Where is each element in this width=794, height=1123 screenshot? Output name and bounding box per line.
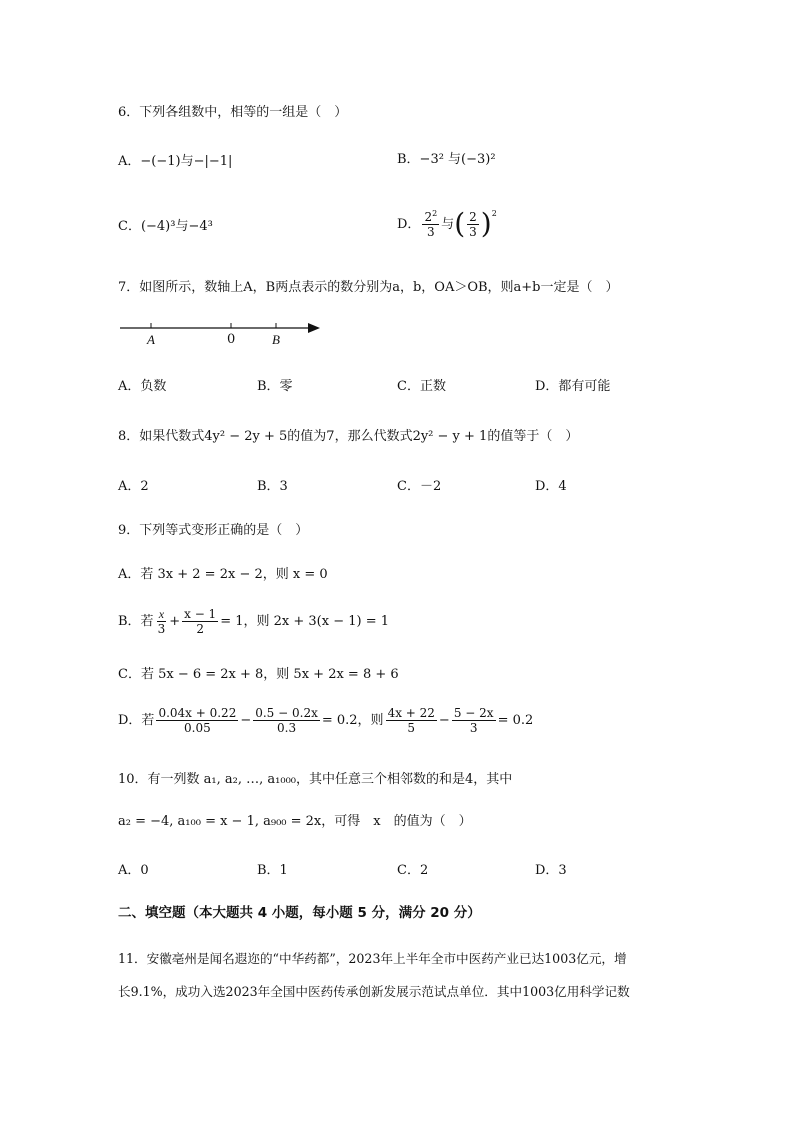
q9-stem: 9．下列等式变形正确的是（ ） — [118, 523, 309, 538]
q9-option-a: A．若 3x + 2 = 2x − 2，则 x = 0 — [118, 567, 328, 582]
q7-option-a: A．负数 — [118, 379, 167, 394]
q6-option-a: A．−(−1)与−|−1| — [118, 154, 233, 169]
q9-option-d-mid: = 0.2，则 — [321, 713, 384, 728]
q9-b-fraction-2: $\frac{x - 1}{2}$ — [184, 607, 217, 636]
q11-line2: 长9.1%，成功入选2023年全国中医药传承创新发展示范试点单位．其中1003亿用科学记数 — [118, 984, 630, 999]
q10-option-a: A．0 — [118, 863, 149, 878]
axis-label-0: 0 — [227, 332, 236, 347]
q9-option-b: B．若 $\frac{x}{3}$ + $\frac{x - 1}{2}$ = 1，则 2x + 3(x − 1) = 1 — [118, 607, 389, 636]
q10-option-c: C．2 — [397, 863, 429, 878]
q6-option-b: B．−3² 与(−3)² — [397, 152, 496, 167]
q6-option-d-prefix: D． — [397, 216, 421, 232]
section-2-title: 二、填空题（本大题共 4 小题，每小题 5 分，满分 20 分） — [118, 905, 481, 921]
q11-line1: 11．安徽亳州是闻名遐迩的“中华药都”，2023年上半年全市中医药产业已达1003亿元，增 — [118, 951, 627, 966]
q6-option-d-mid: 与 — [441, 216, 455, 232]
q7-option-c: C．正数 — [397, 379, 446, 394]
q9-b-fraction-1: $\frac{x}{3}$ — [157, 607, 166, 636]
q6-stem: 6．下列各组数中，相等的一组是（ ） — [118, 105, 348, 120]
q9-d-fraction-1: $\frac{0.04x + 0.22}{0.05}$ — [158, 706, 237, 735]
q8-option-b: B．3 — [257, 479, 288, 494]
number-line-arrow-icon — [308, 323, 320, 333]
q7-option-b: B．零 — [257, 379, 293, 394]
q9-option-b-prefix: B．若 — [118, 614, 154, 629]
q8-option-c: C．－2 — [397, 479, 442, 494]
q9-d-fraction-3: $\frac{4x + 22}{5}$ — [387, 706, 435, 735]
q8-option-d: D．4 — [535, 479, 567, 494]
q9-option-d-prefix: D．若 — [118, 713, 155, 728]
axis-label-b: B — [272, 332, 280, 347]
q10-stem: 10．有一列数 a₁, a₂, …, a₁₀₀₀，其中任意三个相邻数的和是4，其中 — [118, 772, 513, 787]
q9-option-b-suffix: = 1，则 2x + 3(x − 1) = 1 — [220, 614, 389, 629]
q6-d-fraction-1: $\frac{2^2}{3}$ — [424, 209, 438, 239]
q6-option-c: C．(−4)³与−4³ — [118, 219, 213, 234]
q10-option-b: B．1 — [257, 863, 288, 878]
q8-stem: 8．如果代数式4y² − 2y + 5的值为7，那么代数式2y² − y + 1的值等于（ ） — [118, 429, 579, 444]
q9-d-fraction-4: $\frac{5 - 2x}{3}$ — [453, 706, 494, 735]
q7-stem: 7．如图所示，数轴上A，B两点表示的数分别为a，b，OA＞OB，则a+b一定是（ ） — [118, 280, 619, 295]
q6-option-d: D． $\frac{2^2}{3}$ 与 ( $\frac{2}{3}$ ) $^2$ — [397, 207, 497, 240]
q7-option-d: D．都有可能 — [535, 379, 611, 394]
q10-option-d: D．3 — [535, 863, 567, 878]
q9-option-c: C．若 5x − 6 = 2x + 8，则 5x + 2x = 8 + 6 — [118, 667, 399, 682]
q6-d-fraction-2: $\frac{2}{3}$ — [469, 209, 477, 239]
axis-label-a: A — [147, 332, 155, 347]
q9-option-d: D．若 $\frac{0.04x + 0.22}{0.05}$ − $\frac{0.5 - 0.2x}{0.3}$ = 0.2，则 $\frac{4x + 22}{5}$ − $\frac{5 - 2x}{3}$ = 0.2 — [118, 706, 534, 735]
q10-line2: a₂ = −4, a₁₀₀ = x − 1, a₉₀₀ = 2x，可得 x 的值为（ ） — [118, 814, 472, 829]
q8-option-a: A．2 — [118, 479, 149, 494]
q9-d-fraction-2: $\frac{0.5 - 0.2x}{0.3}$ — [255, 706, 318, 735]
q9-option-d-suffix: = 0.2 — [497, 713, 534, 728]
